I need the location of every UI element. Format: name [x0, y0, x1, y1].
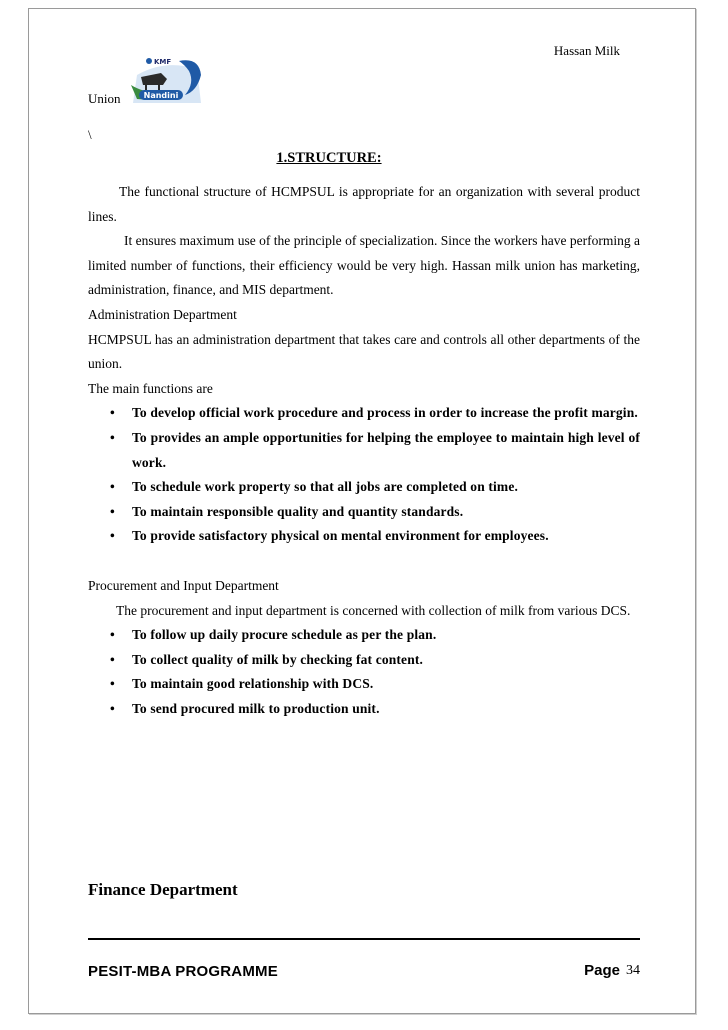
- bullet-dot: •: [110, 503, 115, 519]
- stray-backslash: \: [88, 127, 92, 142]
- finance-heading: Finance Department: [88, 880, 238, 899]
- list-item: [88, 648, 640, 673]
- footer-divider: [88, 938, 640, 940]
- intro-paragraph-1: The functional structure of HCMPSUL is appropriate for an organization with several product lines.: [88, 184, 640, 224]
- list-item-text: To maintain good relationship with DCS.: [132, 676, 374, 692]
- bullet-dot: •: [110, 676, 115, 692]
- bullet-dot: •: [110, 627, 115, 643]
- list-item-text: To send procured milk to production unit.: [132, 700, 380, 716]
- list-item: [88, 500, 640, 525]
- section-title-text: 1.STRUCTURE:: [276, 150, 382, 166]
- bullet-dot: •: [110, 429, 115, 445]
- intro-paragraph-2: It ensures maximum use of the principle of specialization. Since the workers have performing a limited number of functions, their efficiency would be very high. Hassan milk union has marketing, administration, finance, and MIS department.: [88, 233, 640, 298]
- union-text: Union: [88, 91, 121, 106]
- list-item: [88, 623, 640, 648]
- list-item-text: To provide satisfactory physical on mental environment for employees.: [132, 528, 549, 544]
- list-item: [88, 426, 640, 475]
- procurement-bullet-list: [88, 623, 640, 721]
- footer-page-label: Page: [584, 962, 620, 979]
- admin-bullet-list: [88, 401, 640, 549]
- bullet-dot: •: [110, 528, 115, 544]
- list-item-text: To provides an ample opportunities for helping the employee to maintain high level of work.: [132, 429, 640, 470]
- footer-program: PESIT-MBA PROGRAMME: [88, 963, 278, 980]
- list-item: [88, 475, 640, 500]
- bullet-dot: •: [110, 651, 115, 667]
- spacer: [88, 549, 640, 574]
- list-item: [88, 524, 640, 549]
- list-item: [88, 672, 640, 697]
- procurement-heading: Procurement and Input Department: [88, 577, 279, 593]
- list-item-text: To maintain responsible quality and quantity standards.: [132, 503, 464, 519]
- header-right-text: Hassan Milk: [553, 43, 620, 58]
- logo-top-text: KMF: [154, 58, 172, 66]
- admin-body: HCMPSUL has an administration department that takes care and controls all other departments of the union.: [88, 331, 640, 372]
- admin-heading: Administration Department: [88, 306, 237, 322]
- list-item: [88, 697, 640, 722]
- list-item: [88, 401, 640, 426]
- section-title: [0, 150, 728, 167]
- admin-functions-label: The main functions are: [88, 380, 213, 396]
- nandini-logo: [127, 55, 203, 103]
- bullet-dot: •: [110, 405, 115, 421]
- main-content: [88, 180, 640, 721]
- list-item-text: To develop official work procedure and process in order to increase the profit margin.: [132, 405, 638, 421]
- bullet-dot: •: [110, 479, 115, 495]
- list-item-text: To follow up daily procure schedule as per the plan.: [132, 627, 437, 643]
- footer-page-number: 34: [626, 963, 640, 978]
- list-item-text: To schedule work property so that all jobs are completed on time.: [132, 479, 518, 495]
- list-item-text: To collect quality of milk by checking fat content.: [132, 651, 424, 667]
- procurement-body: The procurement and input department is concerned with collection of milk from various DCS.: [116, 602, 631, 618]
- bullet-dot: •: [110, 700, 115, 716]
- logo-brand-text: Nandini: [143, 91, 179, 100]
